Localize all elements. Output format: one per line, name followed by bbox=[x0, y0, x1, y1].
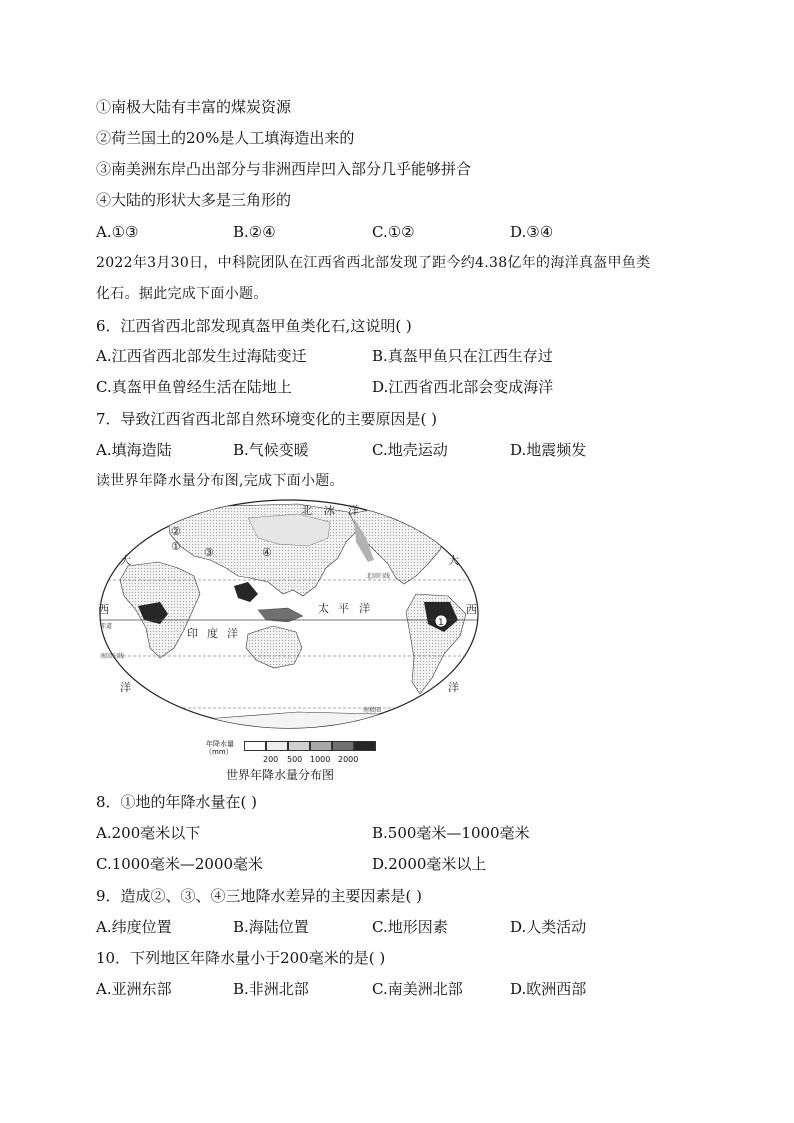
intro-map: 读世界年降水量分布图,完成下面小题。 bbox=[96, 473, 344, 489]
q5-option-b[interactable]: B.②④ bbox=[233, 223, 276, 241]
label-south-tropic: 南回归线 bbox=[100, 653, 125, 660]
label-pacific-3: 洋 bbox=[359, 602, 370, 615]
label-atlantic-left-3: 洋 bbox=[120, 681, 131, 694]
legend-tick-2000: 2000 bbox=[338, 755, 359, 764]
q6-stem: 6．江西省西北部发现真盔甲鱼类化石,这说明( ) bbox=[96, 317, 412, 335]
legend-tick-1000: 1000 bbox=[310, 755, 331, 764]
intro-fossil-line-1: 2022年3月30日，中科院团队在江西省西北部发现了距今约4.38亿年的海洋真盔甲鱼类 bbox=[96, 255, 651, 271]
q6-option-c[interactable]: C.真盔甲鱼曾经生活在陆地上 bbox=[96, 378, 292, 396]
label-pacific-1: 太 bbox=[318, 602, 329, 615]
q9-option-d[interactable]: D.人类活动 bbox=[510, 918, 587, 936]
q7-stem: 7．导致江西省西北部自然环境变化的主要原因是( ) bbox=[96, 410, 438, 428]
label-atlantic-right-3: 洋 bbox=[448, 681, 459, 694]
label-north-tropic: 北回归线 bbox=[366, 573, 391, 580]
q5-statement-2: ②荷兰国土的20%是人工填海造出来的 bbox=[96, 129, 355, 147]
label-atlantic-right-2: 西 bbox=[466, 603, 477, 616]
q9-stem: 9．造成②、③、④三地降水差异的主要因素是( ) bbox=[96, 887, 423, 905]
label-atlantic-left-2: 西 bbox=[98, 603, 109, 616]
world-precipitation-map bbox=[98, 498, 480, 746]
legend-unit: （mm） bbox=[205, 748, 233, 756]
q8-stem: 8．①地的年降水量在( ) bbox=[96, 793, 258, 811]
label-indian-1: 印 bbox=[187, 627, 198, 640]
q7-option-a[interactable]: A.填海造陆 bbox=[96, 441, 172, 459]
label-indian-2: 度 bbox=[207, 627, 218, 640]
q6-option-a[interactable]: A.江西省西北部发生过海陆变迁 bbox=[96, 347, 307, 365]
q6-option-b[interactable]: B.真盔甲鱼只在江西生存过 bbox=[372, 347, 553, 365]
label-indian-3: 洋 bbox=[227, 627, 238, 640]
q8-option-b[interactable]: B.500毫米—1000毫米 bbox=[372, 824, 530, 842]
q8-option-d[interactable]: D.2000毫米以上 bbox=[372, 855, 487, 873]
q10-option-d[interactable]: D.欧洲西部 bbox=[510, 980, 587, 998]
q5-statement-4: ④大陆的形状大多是三角形的 bbox=[96, 191, 292, 209]
q9-option-a[interactable]: A.纬度位置 bbox=[96, 918, 172, 936]
q7-option-d[interactable]: D.地震频发 bbox=[510, 441, 587, 459]
q9-option-c[interactable]: C.地形因素 bbox=[372, 918, 448, 936]
marker-1-amazon: 1 bbox=[438, 618, 444, 628]
q9-option-b[interactable]: B.海陆位置 bbox=[233, 918, 309, 936]
q5-option-d[interactable]: D.③④ bbox=[510, 223, 554, 241]
legend-swatch-3 bbox=[288, 741, 310, 751]
q8-option-c[interactable]: C.1000毫米—2000毫米 bbox=[96, 855, 264, 873]
q5-option-c[interactable]: C.①② bbox=[372, 223, 415, 241]
map-caption: 世界年降水量分布图 bbox=[226, 768, 335, 782]
legend-title: 年降水量 bbox=[206, 740, 234, 748]
q10-option-c[interactable]: C.南美洲北部 bbox=[372, 980, 463, 998]
q5-option-a[interactable]: A.①③ bbox=[96, 223, 139, 241]
intro-fossil-line-2: 化石。据此完成下面小题。 bbox=[96, 286, 268, 302]
map-svg bbox=[98, 498, 480, 746]
label-antarctic-circle: 南极圈 bbox=[363, 707, 382, 714]
legend-tick-200: 200 bbox=[263, 755, 279, 764]
marker-3: ③ bbox=[204, 546, 214, 559]
q7-option-b[interactable]: B.气候变暖 bbox=[233, 441, 309, 459]
q7-option-c[interactable]: C.地壳运动 bbox=[372, 441, 448, 459]
q5-statement-3: ③南美洲东岸凸出部分与非洲西岸凹入部分几乎能够拼合 bbox=[96, 160, 472, 178]
label-atlantic-left-1: 大 bbox=[120, 554, 131, 567]
marker-2: ② bbox=[171, 525, 181, 538]
legend-tick-500: 500 bbox=[287, 755, 303, 764]
label-equator: 赤道 bbox=[100, 623, 113, 630]
q8-option-a[interactable]: A.200毫米以下 bbox=[96, 824, 201, 842]
label-atlantic-right-1: 大 bbox=[448, 554, 459, 567]
legend-swatch-4 bbox=[310, 741, 332, 751]
label-arctic-2: 冰 bbox=[324, 504, 335, 517]
legend-swatch-5 bbox=[332, 741, 354, 751]
legend-swatch-2 bbox=[266, 741, 288, 751]
legend-swatches bbox=[244, 741, 376, 751]
legend-swatch-1 bbox=[244, 741, 266, 751]
label-arctic-3: 洋 bbox=[348, 504, 359, 517]
q10-stem: 10．下列地区年降水量小于200毫米的是( ) bbox=[96, 949, 386, 967]
marker-4: ④ bbox=[262, 546, 272, 559]
q10-option-b[interactable]: B.非洲北部 bbox=[233, 980, 309, 998]
q5-statement-1: ①南极大陆有丰富的煤炭资源 bbox=[96, 98, 292, 116]
label-arctic-1: 北 bbox=[301, 504, 312, 517]
marker-1-europe: ① bbox=[171, 540, 181, 553]
q10-option-a[interactable]: A.亚洲东部 bbox=[96, 980, 172, 998]
q6-option-d[interactable]: D.江西省西北部会变成海洋 bbox=[372, 378, 554, 396]
legend-swatch-6 bbox=[354, 741, 376, 751]
label-pacific-2: 平 bbox=[338, 602, 349, 615]
